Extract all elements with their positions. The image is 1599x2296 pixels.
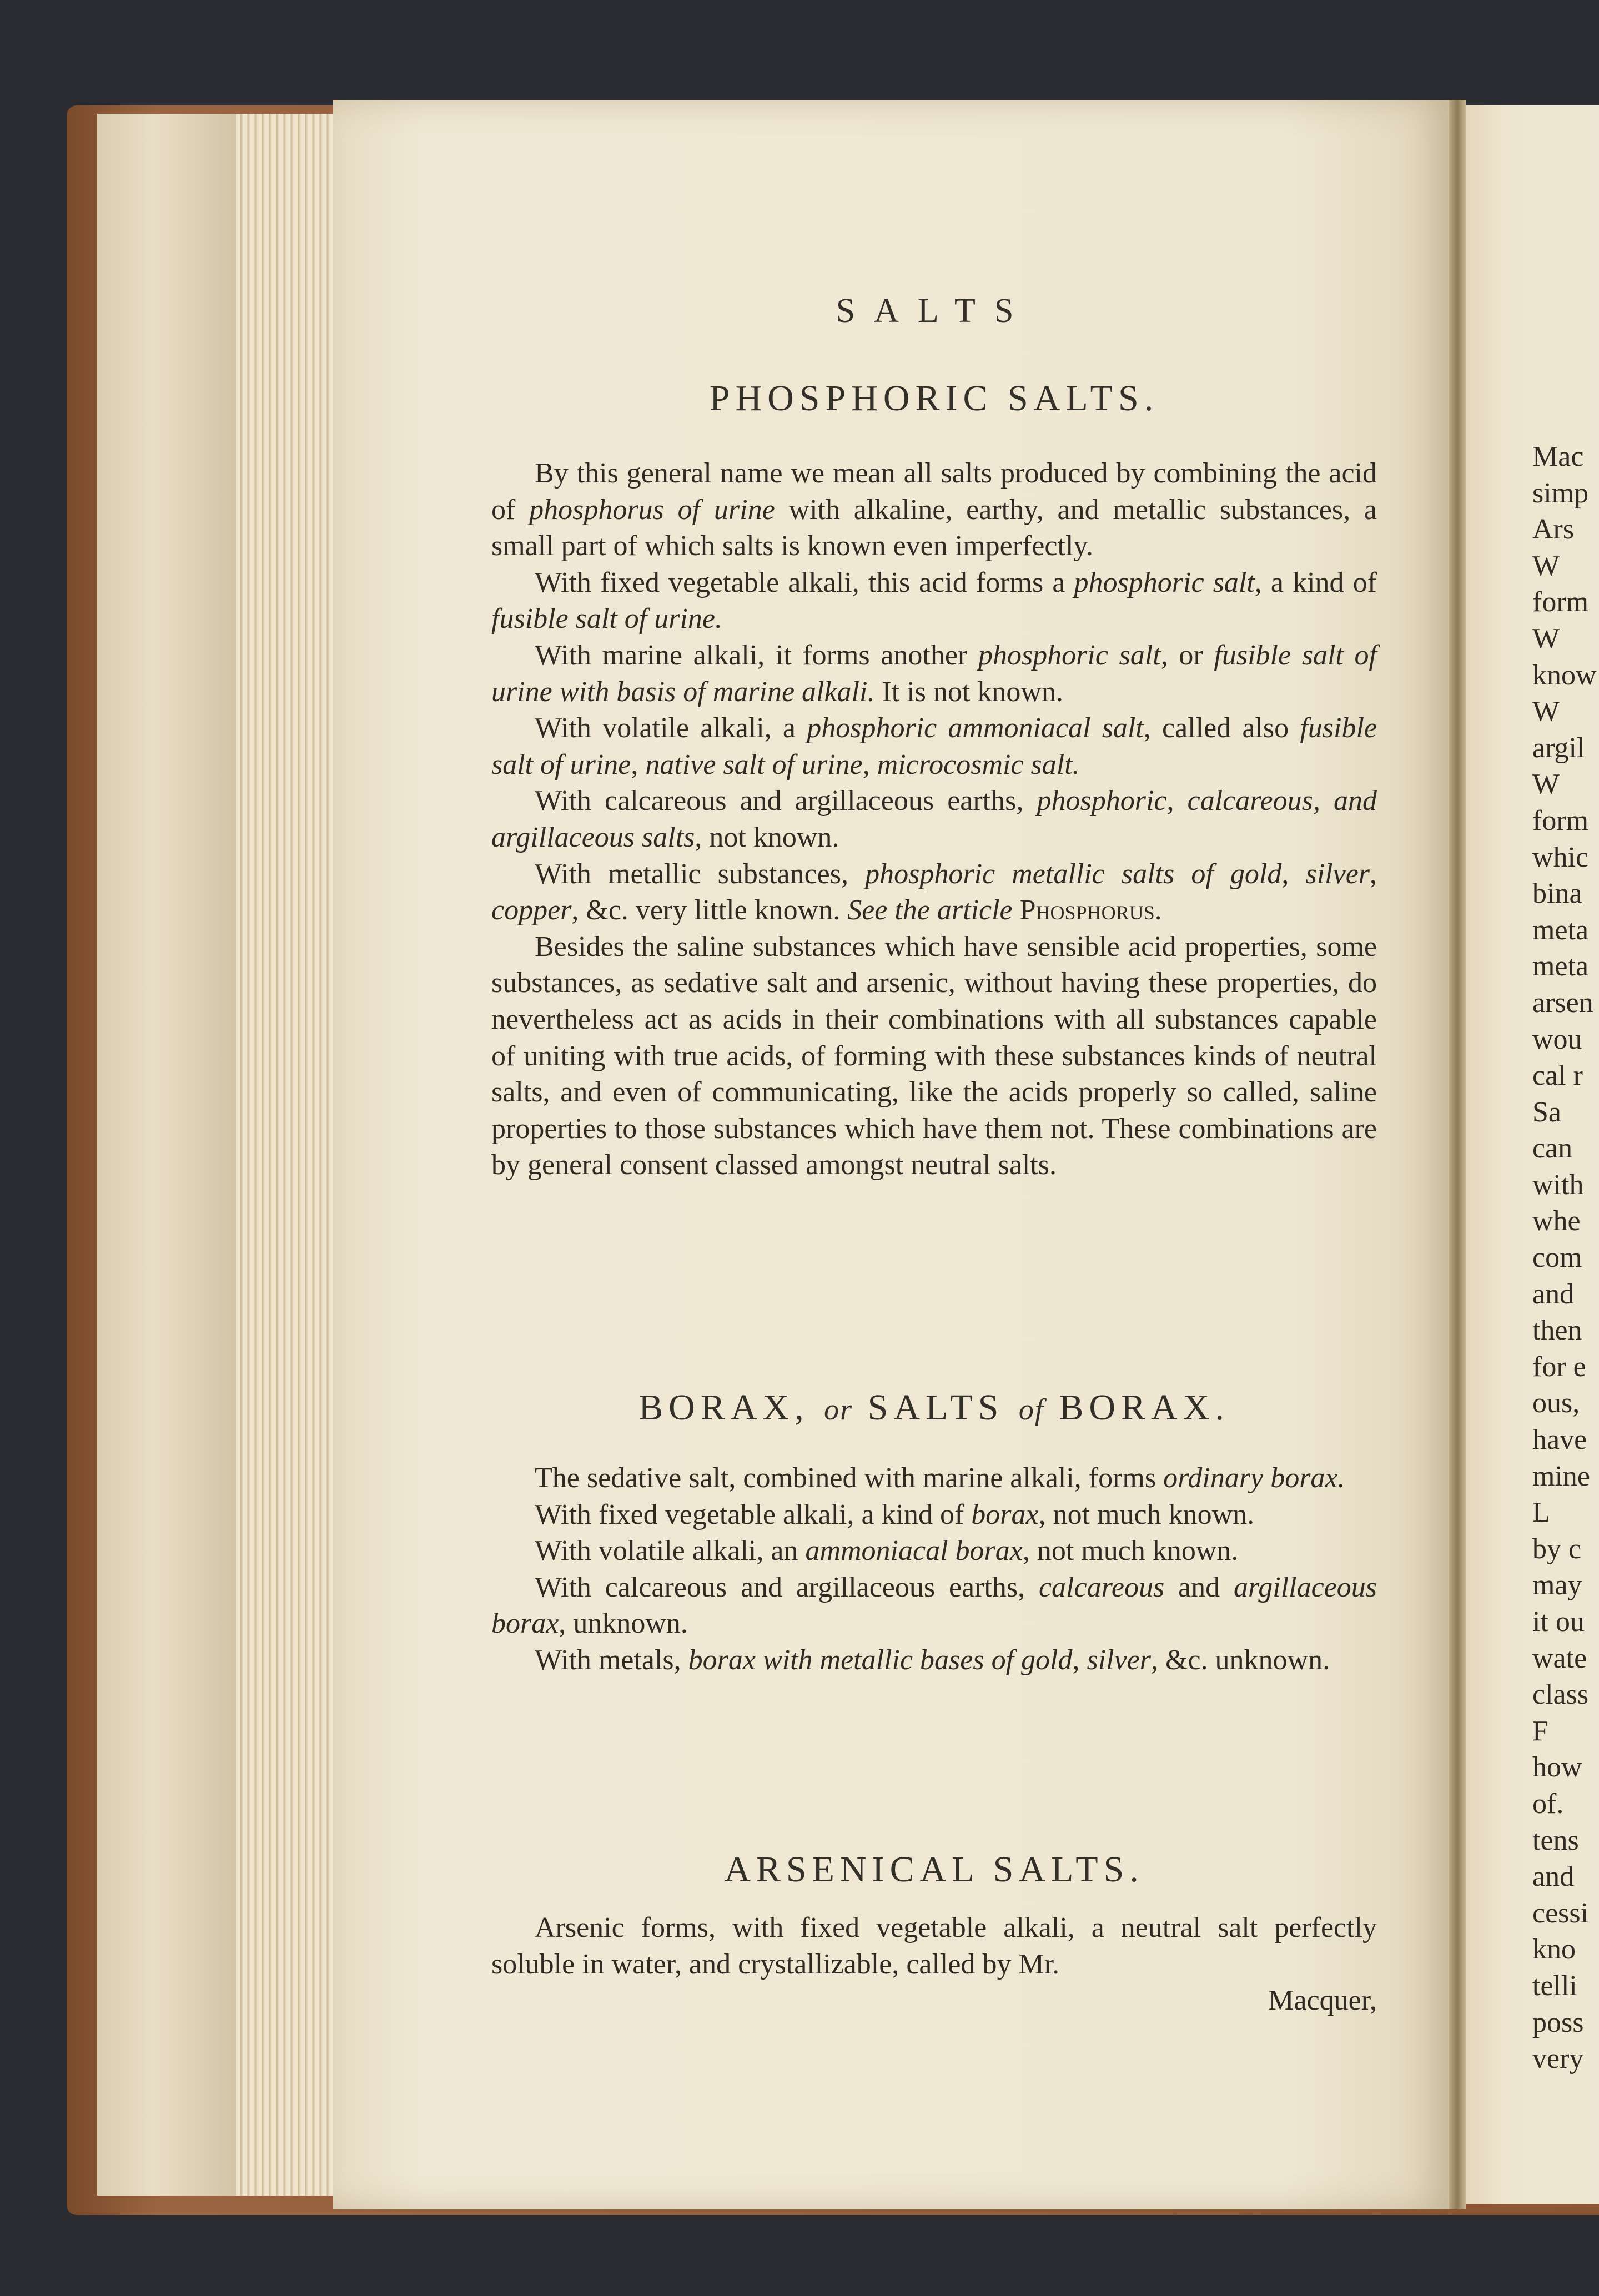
facing-page-line: very — [1532, 2043, 1584, 2075]
facing-page-line: meta — [1532, 914, 1589, 946]
facing-page-line: for e — [1532, 1351, 1586, 1383]
facing-page-line: W — [1532, 696, 1560, 728]
facing-page-line: W — [1532, 550, 1560, 582]
facing-page-line: bina — [1532, 878, 1582, 910]
section-title-borax — [491, 1387, 1377, 1429]
facing-page-line: then — [1532, 1315, 1582, 1347]
paragraph: With fixed vegetable alkali, this acid forms a phosphoric salt, a kind of fusible salt of urine. — [491, 566, 1377, 635]
running-head: SALTS — [836, 292, 1033, 330]
facing-page-line: it ou — [1532, 1606, 1585, 1638]
paragraph: With metallic substances, phosphoric metallic salts of gold, silver, copper, &c. very little known. See the article Phosphorus. — [491, 858, 1377, 927]
facing-page-line: L — [1532, 1497, 1550, 1529]
facing-page — [1466, 105, 1599, 2204]
facing-page-line: kno — [1532, 1934, 1576, 1966]
paragraph: With marine alkali, it forms another phosphoric salt, or fusible salt of urine with basis of marine alkali. It is not known. — [491, 639, 1377, 708]
facing-page-line: whe — [1532, 1205, 1581, 1237]
page-edges — [236, 114, 341, 2196]
facing-page-line: wou — [1532, 1023, 1582, 1055]
facing-page-line: cessi — [1532, 1897, 1589, 1929]
facing-page-line: meta — [1532, 950, 1589, 983]
section-title-arsenical: ARSENICAL SALTS. — [724, 1849, 1144, 1890]
facing-page-line: wate — [1532, 1642, 1587, 1674]
facing-page-line: com — [1532, 1242, 1582, 1274]
borax-title-of: of — [1018, 1393, 1044, 1426]
borax-title-word: SALTS — [867, 1387, 1004, 1428]
paragraph: With calcareous and argillaceous earths, phosphoric, calcareous, and argillaceous salts, not known. — [491, 785, 1377, 853]
facing-page-text — [1532, 439, 1599, 2077]
section-body-arsenical — [491, 1910, 1377, 2019]
facing-page-line: how — [1532, 1751, 1582, 1784]
section-title-phosphoric: PHOSPHORIC SALTS. — [709, 378, 1159, 419]
catchword: Macquer, — [1268, 1985, 1377, 2017]
facing-page-line: telli — [1532, 1970, 1577, 2002]
facing-page-line: Ars — [1532, 513, 1575, 546]
facing-page-line: by c — [1532, 1533, 1582, 1565]
paragraph: With volatile alkali, a phosphoric ammoniacal salt, called also fusible salt of urine, native salt of urine, microcosmic salt. — [491, 712, 1377, 781]
borax-title-or: or — [824, 1393, 853, 1426]
facing-page-line: form — [1532, 586, 1589, 618]
facing-page-line: poss — [1532, 2006, 1584, 2038]
facing-page-line: arsen — [1532, 986, 1593, 1019]
borax-title-word: BORAX, — [638, 1387, 809, 1428]
facing-page-line: have — [1532, 1424, 1587, 1456]
section-body-phosphoric — [491, 455, 1377, 1184]
facing-page-line: can — [1532, 1132, 1573, 1165]
facing-page-line: Sa — [1532, 1096, 1561, 1128]
facing-page-line: and — [1532, 1861, 1575, 1893]
facing-page-line: may — [1532, 1569, 1582, 1602]
facing-page-line: of. — [1532, 1788, 1564, 1820]
facing-page-line: cal r — [1532, 1060, 1583, 1092]
facing-page-line: Mac — [1532, 441, 1584, 472]
book-gutter — [1449, 100, 1466, 2209]
paragraph: With metals, borax with metallic bases of gold, silver, &c. unknown. — [535, 1644, 1330, 1676]
facing-page-line: ous, — [1532, 1387, 1580, 1419]
facing-page-line: form — [1532, 804, 1589, 837]
paragraph: The sedative salt, combined with marine alkali, forms ordinary borax. — [535, 1462, 1345, 1494]
page-block — [97, 114, 236, 2196]
paragraph: Besides the saline substances which have sensible acid properties, some substances, as sedative salt and arsenic, without having these properties, do nevertheless act as acids in their combinations with all substances capable of uniting with true acids, of forming with these substances kinds of neutral salts, and even of communicating, like the acids properly so called, saline properties to those substances which have them not. These combinations are by general consent classed amongst neutral salts. — [491, 930, 1377, 1181]
paragraph: With volatile alkali, an ammoniacal borax, not much known. — [535, 1535, 1239, 1567]
facing-page-line: simp — [1532, 477, 1589, 509]
facing-page-line: and — [1532, 1278, 1575, 1310]
facing-page-line: know — [1532, 659, 1597, 691]
facing-page-line: W — [1532, 768, 1560, 800]
borax-title-word: BORAX. — [1059, 1387, 1230, 1428]
facing-page-line: tens — [1532, 1824, 1579, 1856]
facing-page-line: argil — [1532, 732, 1585, 764]
section-body-borax — [491, 1460, 1377, 1679]
facing-page-line: class — [1532, 1679, 1589, 1711]
facing-page-line: whic — [1532, 841, 1589, 873]
facing-page-line: with — [1532, 1169, 1584, 1201]
facing-page-line: mine — [1532, 1460, 1590, 1492]
facing-page-line: W — [1532, 622, 1560, 654]
paragraph: With calcareous and argillaceous earths, calcareous and argillaceous borax, unknown. — [491, 1571, 1377, 1640]
paragraph: Arsenic forms, with fixed vegetable alkali, a neutral salt perfectly soluble in water, and crystallizable, called by Mr. — [491, 1912, 1377, 1980]
facing-page-line: F — [1532, 1715, 1548, 1747]
paragraph: By this general name we mean all salts produced by combining the acid of phosphorus of urine with alkaline, earthy, and metallic substances, a small part of which salts is known even imperfectly. — [491, 457, 1377, 562]
paragraph: With fixed vegetable alkali, a kind of borax, not much known. — [535, 1498, 1255, 1530]
